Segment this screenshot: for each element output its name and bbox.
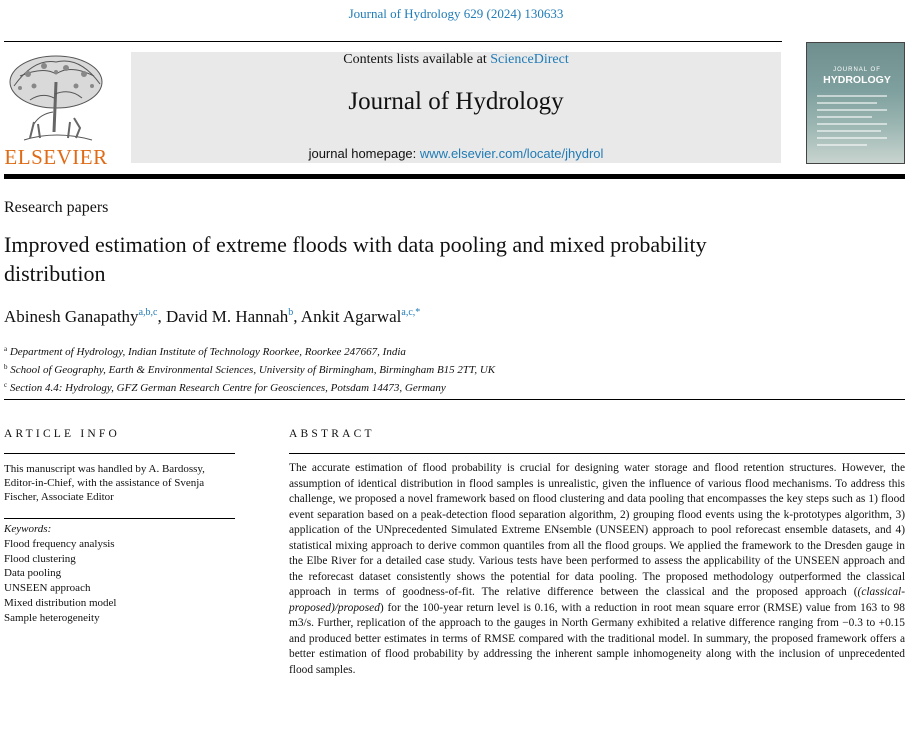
author-affiliation-marks[interactable]: a,b,c [138,307,158,318]
contents-prefix: Contents lists available at [343,52,491,67]
elsevier-logo[interactable] [4,52,108,169]
keywords-label: Keywords: [4,523,52,535]
affiliation-item [4,378,495,396]
masthead-rule [4,174,905,179]
affiliation-item [4,360,495,378]
affiliation-key: b [4,363,8,371]
journal-cover-thumbnail[interactable] [806,42,905,164]
abstract-formula: (classical-proposed)/proposed [289,586,905,614]
cover-contents-lines [817,95,887,151]
keywords-list [4,537,116,625]
affiliation-list [4,342,495,396]
homepage-link[interactable]: www.elsevier.com/locate/jhydrol [419,146,604,161]
affiliation-text: Section 4.4: Hydrology, GFZ German Research Centre for Geosciences, Potsdam 14473, Germany [9,382,446,394]
cover-title [811,65,903,85]
keywords-rule [4,518,235,519]
author-separator: , [157,307,166,326]
affiliation-key: a [4,345,8,353]
abstract-rule [289,453,905,454]
abstract-part-2: ) for the 100-year return level is 0.16, with a reduction in root mean square error (RMSE) value from 163 to 98 m3/s. Further, replication of the approach to the gauges in North Germany exhibited a relative difference ranging from −0.3 to +0.15 and produced better estimates in terms of RMSE compared with the traditional model. In summary, the proposed framework offers a better estimation of flood probability by addressing the inherent sample inhomogeneity along with the inclusion of unprecedented flood samples. [289,601,905,676]
homepage-line [131,146,781,161]
keyword-item: Mixed distribution model [4,596,117,609]
editor-note: This manuscript was handled by A. Bardossy, Editor-in-Chief, with the assistance of Svenja Fischer, Associate Editor [4,463,205,503]
author-affiliation-marks[interactable]: b [288,307,294,318]
author-list [4,307,420,327]
abstract-text [289,461,905,678]
author-name[interactable]: David M. Hannah [165,307,289,326]
author-separator: , [293,307,301,326]
info-rule [4,453,235,454]
article-type: Research papers [4,199,109,216]
author-name[interactable]: Ankit Agarwal [300,307,402,326]
affiliation-key: c [4,381,8,389]
abstract-heading: ABSTRACT [289,428,375,440]
author-name[interactable]: Abinesh Ganapathy [4,307,139,326]
journal-reference[interactable]: Journal of Hydrology 629 (2024) 130633 [348,6,564,21]
tree-icon [4,52,108,144]
affiliation-text: Department of Hydrology, Indian Institute of Technology Roorkee, Roorkee 247667, India [9,346,406,358]
elsevier-wordmark: ELSEVIER [4,145,108,169]
keyword-item: Flood frequency analysis [4,538,115,550]
header-rule [4,41,782,42]
contents-line [131,52,781,68]
keyword-item: Flood clustering [4,552,76,565]
keyword-item: Data pooling [4,567,62,580]
cover-title-big: HYDROLOGY [823,74,891,86]
sciencedirect-link[interactable]: ScienceDirect [490,52,569,67]
homepage-prefix: journal homepage: [308,146,420,161]
cover-title-small: JOURNAL OF [833,67,881,73]
keyword-item: Sample heterogeneity [4,611,100,624]
abstract-part-1: The accurate estimation of flood probability is crucial for designing water storage and flood retention structures. However, the assumption of identical distribution in flood samples is unrealistic, given the influence of various flood mechanisms. To address this challenge, we proposed a novel framework based on flood clustering and data pooling that encompasses the key steps such as 1) flood event separation based on a peak-detection flood separation algorithm, 2) grouping flood events using the k-prototypes algorithm, 3) application of the UNprecedented Simulated Extreme ENsemble (UNSEEN) approach to pool reforecast ensemble datasets, and 4) statistical mixing approach to derive common quantiles from all the flood groups. We applied the framework to the Dresden gauge in the Elbe River for a detailed case study. Various tests have been performed to assess the applicability of the UNSEEN approach and the reforecast dataset consistently shows the potential for data pooling. The proposed methodology outperformed the classical approach in terms of goodness-of-fit. The relative difference between the classical and the proposed approach ( [289,462,905,598]
journal-title[interactable]: Journal of Hydrology [348,88,564,115]
affiliation-text: School of Geography, Earth & Environmental Sciences, University of Birmingham, Birmingham B15 2TT, UK [10,364,496,376]
article-info-heading: ARTICLE INFO [4,428,120,440]
article-title: Improved estimation of extreme floods with data pooling and mixed probability distribution [4,232,707,286]
journal-masthead [131,52,781,163]
author-affiliation-marks[interactable]: a,c,* [401,307,421,318]
affiliation-item [4,342,495,360]
keyword-item: UNSEEN approach [4,582,91,595]
front-matter-rule [4,399,905,400]
